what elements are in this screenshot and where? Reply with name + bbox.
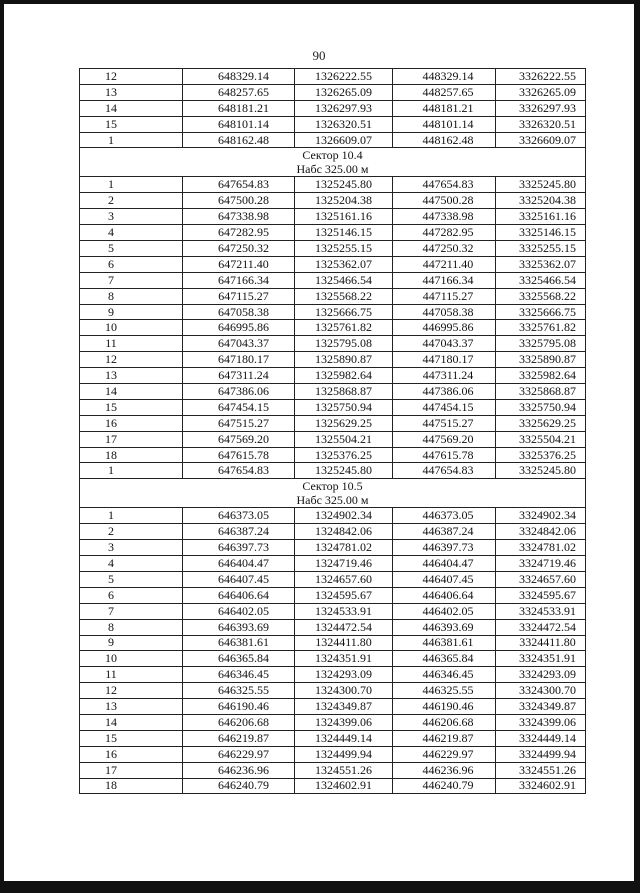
- table-row: [80, 651, 586, 667]
- point-number-cell: 13: [80, 84, 183, 100]
- y-msk-coordinate-cell: 3324499.94: [496, 746, 586, 762]
- y-msk-coordinate-cell: 3324411.80: [496, 635, 586, 651]
- y-coordinate-cell: 1325890.87: [295, 352, 393, 368]
- table-row: [80, 746, 586, 762]
- x-msk-coordinate-cell: 448101.14: [393, 116, 496, 132]
- x-msk-coordinate-cell: 447500.28: [393, 193, 496, 209]
- sector-title: Сектор 10.5: [302, 479, 363, 494]
- y-msk-coordinate-cell: 3324595.67: [496, 587, 586, 603]
- y-coordinate-cell: 1325376.25: [295, 447, 393, 463]
- x-coordinate-cell: 647250.32: [183, 241, 295, 257]
- table-row: [80, 69, 586, 85]
- y-msk-coordinate-cell: 3324349.87: [496, 699, 586, 715]
- y-msk-coordinate-cell: 3326609.07: [496, 132, 586, 148]
- y-coordinate-cell: 1324449.14: [295, 730, 393, 746]
- table-row: [80, 368, 586, 384]
- y-coordinate-cell: 1326297.93: [295, 100, 393, 116]
- x-coordinate-cell: 646325.55: [183, 683, 295, 699]
- y-msk-coordinate-cell: 3325761.82: [496, 320, 586, 336]
- point-number-cell: 5: [80, 571, 183, 587]
- table-row: [80, 540, 586, 556]
- sector-elevation: Набс 325.00 м: [296, 493, 369, 508]
- y-coordinate-cell: 1325761.82: [295, 320, 393, 336]
- table-row: [80, 132, 586, 148]
- point-number-cell: 11: [80, 667, 183, 683]
- y-msk-coordinate-cell: 3324472.54: [496, 619, 586, 635]
- table-row: [80, 556, 586, 572]
- table-row: [80, 177, 586, 193]
- y-coordinate-cell: 1325629.25: [295, 415, 393, 431]
- table-row: [80, 84, 586, 100]
- y-msk-coordinate-cell: 3325629.25: [496, 415, 586, 431]
- y-msk-coordinate-cell: 3324293.09: [496, 667, 586, 683]
- table-row: [80, 241, 586, 257]
- x-msk-coordinate-cell: 446236.96: [393, 762, 496, 778]
- y-msk-coordinate-cell: 3325795.08: [496, 336, 586, 352]
- table-row: [80, 336, 586, 352]
- x-msk-coordinate-cell: 446393.69: [393, 619, 496, 635]
- y-msk-coordinate-cell: 3325666.75: [496, 304, 586, 320]
- point-number-cell: 10: [80, 651, 183, 667]
- y-coordinate-cell: 1324657.60: [295, 571, 393, 587]
- x-coordinate-cell: 646402.05: [183, 603, 295, 619]
- coordinates-table-body: [80, 69, 586, 794]
- table-row: [80, 447, 586, 463]
- point-number-cell: 12: [80, 683, 183, 699]
- x-coordinate-cell: 647211.40: [183, 256, 295, 272]
- y-coordinate-cell: 1324411.80: [295, 635, 393, 651]
- x-coordinate-cell: 648101.14: [183, 116, 295, 132]
- table-row: [80, 762, 586, 778]
- point-number-cell: 17: [80, 431, 183, 447]
- y-msk-coordinate-cell: 3325466.54: [496, 272, 586, 288]
- y-coordinate-cell: 1324293.09: [295, 667, 393, 683]
- table-row: [80, 508, 586, 524]
- x-coordinate-cell: 647311.24: [183, 368, 295, 384]
- point-number-cell: 3: [80, 209, 183, 225]
- y-msk-coordinate-cell: 3324902.34: [496, 508, 586, 524]
- point-number-cell: 12: [80, 69, 183, 85]
- y-coordinate-cell: 1325255.15: [295, 241, 393, 257]
- x-coordinate-cell: 646346.45: [183, 667, 295, 683]
- point-number-cell: 2: [80, 193, 183, 209]
- x-msk-coordinate-cell: 447654.83: [393, 463, 496, 479]
- table-row: [80, 603, 586, 619]
- x-msk-coordinate-cell: 447515.27: [393, 415, 496, 431]
- y-msk-coordinate-cell: 3325750.94: [496, 399, 586, 415]
- y-coordinate-cell: 1326222.55: [295, 69, 393, 85]
- x-msk-coordinate-cell: 447180.17: [393, 352, 496, 368]
- y-coordinate-cell: 1326320.51: [295, 116, 393, 132]
- y-msk-coordinate-cell: 3325890.87: [496, 352, 586, 368]
- point-number-cell: 3: [80, 540, 183, 556]
- x-coordinate-cell: 647569.20: [183, 431, 295, 447]
- x-coordinate-cell: 646381.61: [183, 635, 295, 651]
- x-msk-coordinate-cell: 447311.24: [393, 368, 496, 384]
- y-coordinate-cell: 1324719.46: [295, 556, 393, 572]
- x-msk-coordinate-cell: 447250.32: [393, 241, 496, 257]
- x-msk-coordinate-cell: 448162.48: [393, 132, 496, 148]
- point-number-cell: 10: [80, 320, 183, 336]
- x-coordinate-cell: 647454.15: [183, 399, 295, 415]
- x-msk-coordinate-cell: 446190.46: [393, 699, 496, 715]
- table-row: [80, 116, 586, 132]
- y-coordinate-cell: 1324533.91: [295, 603, 393, 619]
- x-coordinate-cell: 646373.05: [183, 508, 295, 524]
- table-row: [80, 635, 586, 651]
- x-coordinate-cell: 646219.87: [183, 730, 295, 746]
- y-coordinate-cell: 1325362.07: [295, 256, 393, 272]
- point-number-cell: 15: [80, 730, 183, 746]
- y-msk-coordinate-cell: 3324300.70: [496, 683, 586, 699]
- table-row: [80, 714, 586, 730]
- x-coordinate-cell: 647166.34: [183, 272, 295, 288]
- y-msk-coordinate-cell: 3324551.26: [496, 762, 586, 778]
- y-msk-coordinate-cell: 3325568.22: [496, 288, 586, 304]
- x-msk-coordinate-cell: 446402.05: [393, 603, 496, 619]
- x-coordinate-cell: 646387.24: [183, 524, 295, 540]
- y-coordinate-cell: 1324351.91: [295, 651, 393, 667]
- x-msk-coordinate-cell: 448329.14: [393, 69, 496, 85]
- x-msk-coordinate-cell: 446229.97: [393, 746, 496, 762]
- x-msk-coordinate-cell: 446407.45: [393, 571, 496, 587]
- x-msk-coordinate-cell: 446325.55: [393, 683, 496, 699]
- point-number-cell: 1: [80, 177, 183, 193]
- y-coordinate-cell: 1325982.64: [295, 368, 393, 384]
- y-coordinate-cell: 1324902.34: [295, 508, 393, 524]
- y-coordinate-cell: 1324499.94: [295, 746, 393, 762]
- x-coordinate-cell: 648329.14: [183, 69, 295, 85]
- y-coordinate-cell: 1324399.06: [295, 714, 393, 730]
- point-number-cell: 14: [80, 384, 183, 400]
- y-msk-coordinate-cell: 3324781.02: [496, 540, 586, 556]
- y-coordinate-cell: 1325146.15: [295, 225, 393, 241]
- x-coordinate-cell: 648162.48: [183, 132, 295, 148]
- table-row: [80, 256, 586, 272]
- table-row: [80, 384, 586, 400]
- y-coordinate-cell: 1325795.08: [295, 336, 393, 352]
- point-number-cell: 12: [80, 352, 183, 368]
- x-msk-coordinate-cell: 446387.24: [393, 524, 496, 540]
- y-msk-coordinate-cell: 3324657.60: [496, 571, 586, 587]
- x-msk-coordinate-cell: 446995.86: [393, 320, 496, 336]
- point-number-cell: 16: [80, 415, 183, 431]
- x-coordinate-cell: 646240.79: [183, 778, 295, 794]
- x-msk-coordinate-cell: 447338.98: [393, 209, 496, 225]
- point-number-cell: 7: [80, 603, 183, 619]
- point-number-cell: 16: [80, 746, 183, 762]
- point-number-cell: 9: [80, 635, 183, 651]
- y-coordinate-cell: 1324551.26: [295, 762, 393, 778]
- document-page: [4, 4, 634, 881]
- x-coordinate-cell: 647654.83: [183, 463, 295, 479]
- y-msk-coordinate-cell: 3324449.14: [496, 730, 586, 746]
- x-msk-coordinate-cell: 446373.05: [393, 508, 496, 524]
- table-row: [80, 431, 586, 447]
- y-coordinate-cell: 1324472.54: [295, 619, 393, 635]
- table-row: [80, 415, 586, 431]
- x-coordinate-cell: 647500.28: [183, 193, 295, 209]
- y-msk-coordinate-cell: 3326265.09: [496, 84, 586, 100]
- y-msk-coordinate-cell: 3325146.15: [496, 225, 586, 241]
- x-msk-coordinate-cell: 447654.83: [393, 177, 496, 193]
- page-number: 90: [312, 48, 326, 63]
- point-number-cell: 18: [80, 447, 183, 463]
- point-number-cell: 1: [80, 132, 183, 148]
- y-msk-coordinate-cell: 3325204.38: [496, 193, 586, 209]
- table-row: [80, 320, 586, 336]
- x-coordinate-cell: 647043.37: [183, 336, 295, 352]
- y-msk-coordinate-cell: 3324602.91: [496, 778, 586, 794]
- x-coordinate-cell: 647615.78: [183, 447, 295, 463]
- y-msk-coordinate-cell: 3325982.64: [496, 368, 586, 384]
- point-number-cell: 1: [80, 508, 183, 524]
- y-msk-coordinate-cell: 3325868.87: [496, 384, 586, 400]
- x-msk-coordinate-cell: 446219.87: [393, 730, 496, 746]
- table-row: [80, 399, 586, 415]
- y-coordinate-cell: 1325504.21: [295, 431, 393, 447]
- x-coordinate-cell: 646406.64: [183, 587, 295, 603]
- x-msk-coordinate-cell: 446381.61: [393, 635, 496, 651]
- table-row: [80, 463, 586, 479]
- x-msk-coordinate-cell: 446406.64: [393, 587, 496, 603]
- y-msk-coordinate-cell: 3325504.21: [496, 431, 586, 447]
- x-coordinate-cell: 648181.21: [183, 100, 295, 116]
- x-coordinate-cell: 646397.73: [183, 540, 295, 556]
- x-coordinate-cell: 646365.84: [183, 651, 295, 667]
- point-number-cell: 8: [80, 619, 183, 635]
- x-msk-coordinate-cell: 447043.37: [393, 336, 496, 352]
- y-coordinate-cell: 1325568.22: [295, 288, 393, 304]
- y-msk-coordinate-cell: 3325376.25: [496, 447, 586, 463]
- x-coordinate-cell: 646995.86: [183, 320, 295, 336]
- x-msk-coordinate-cell: 447282.95: [393, 225, 496, 241]
- point-number-cell: 13: [80, 368, 183, 384]
- sector-header-cell: [80, 479, 586, 508]
- table-row: [80, 100, 586, 116]
- y-msk-coordinate-cell: 3325161.16: [496, 209, 586, 225]
- table-row: [80, 778, 586, 794]
- x-msk-coordinate-cell: 446206.68: [393, 714, 496, 730]
- point-number-cell: 7: [80, 272, 183, 288]
- point-number-cell: 4: [80, 556, 183, 572]
- y-coordinate-cell: 1324300.70: [295, 683, 393, 699]
- x-coordinate-cell: 647115.27: [183, 288, 295, 304]
- point-number-cell: 6: [80, 256, 183, 272]
- point-number-cell: 9: [80, 304, 183, 320]
- y-coordinate-cell: 1326609.07: [295, 132, 393, 148]
- table-row: [80, 730, 586, 746]
- point-number-cell: 15: [80, 399, 183, 415]
- x-msk-coordinate-cell: 447115.27: [393, 288, 496, 304]
- x-msk-coordinate-cell: 446365.84: [393, 651, 496, 667]
- x-coordinate-cell: 647515.27: [183, 415, 295, 431]
- y-coordinate-cell: 1325466.54: [295, 272, 393, 288]
- point-number-cell: 6: [80, 587, 183, 603]
- y-msk-coordinate-cell: 3324533.91: [496, 603, 586, 619]
- y-msk-coordinate-cell: 3324719.46: [496, 556, 586, 572]
- y-coordinate-cell: 1324595.67: [295, 587, 393, 603]
- x-coordinate-cell: 646190.46: [183, 699, 295, 715]
- sector-header-row: [80, 479, 586, 508]
- y-msk-coordinate-cell: 3324351.91: [496, 651, 586, 667]
- point-number-cell: 14: [80, 100, 183, 116]
- y-coordinate-cell: 1324842.06: [295, 524, 393, 540]
- table-row: [80, 209, 586, 225]
- y-coordinate-cell: 1325245.80: [295, 463, 393, 479]
- x-coordinate-cell: 647386.06: [183, 384, 295, 400]
- table-row: [80, 699, 586, 715]
- point-number-cell: 5: [80, 241, 183, 257]
- sector-elevation: Набс 325.00 м: [296, 162, 369, 177]
- x-coordinate-cell: 646407.45: [183, 571, 295, 587]
- x-coordinate-cell: 647180.17: [183, 352, 295, 368]
- point-number-cell: 11: [80, 336, 183, 352]
- x-coordinate-cell: 647338.98: [183, 209, 295, 225]
- x-coordinate-cell: 647058.38: [183, 304, 295, 320]
- y-msk-coordinate-cell: 3324842.06: [496, 524, 586, 540]
- sector-header-cell: [80, 148, 586, 177]
- point-number-cell: 13: [80, 699, 183, 715]
- point-number-cell: 1: [80, 463, 183, 479]
- x-msk-coordinate-cell: 446346.45: [393, 667, 496, 683]
- y-msk-coordinate-cell: 3326297.93: [496, 100, 586, 116]
- y-coordinate-cell: 1325868.87: [295, 384, 393, 400]
- y-msk-coordinate-cell: 3325362.07: [496, 256, 586, 272]
- y-msk-coordinate-cell: 3326222.55: [496, 69, 586, 85]
- sector-title: Сектор 10.4: [302, 148, 363, 163]
- x-coordinate-cell: 646229.97: [183, 746, 295, 762]
- x-msk-coordinate-cell: 446240.79: [393, 778, 496, 794]
- y-msk-coordinate-cell: 3325245.80: [496, 463, 586, 479]
- table-row: [80, 571, 586, 587]
- x-coordinate-cell: 646236.96: [183, 762, 295, 778]
- y-msk-coordinate-cell: 3326320.51: [496, 116, 586, 132]
- x-msk-coordinate-cell: 447569.20: [393, 431, 496, 447]
- y-coordinate-cell: 1325161.16: [295, 209, 393, 225]
- table-row: [80, 683, 586, 699]
- y-msk-coordinate-cell: 3325255.15: [496, 241, 586, 257]
- x-msk-coordinate-cell: 447211.40: [393, 256, 496, 272]
- y-coordinate-cell: 1324602.91: [295, 778, 393, 794]
- point-number-cell: 8: [80, 288, 183, 304]
- x-coordinate-cell: 646404.47: [183, 556, 295, 572]
- x-coordinate-cell: 646393.69: [183, 619, 295, 635]
- table-row: [80, 667, 586, 683]
- table-row: [80, 288, 586, 304]
- sector-header-row: [80, 148, 586, 177]
- x-msk-coordinate-cell: 446404.47: [393, 556, 496, 572]
- point-number-cell: 15: [80, 116, 183, 132]
- x-coordinate-cell: 647282.95: [183, 225, 295, 241]
- point-number-cell: 14: [80, 714, 183, 730]
- x-msk-coordinate-cell: 446397.73: [393, 540, 496, 556]
- table-row: [80, 272, 586, 288]
- y-coordinate-cell: 1325204.38: [295, 193, 393, 209]
- table-row: [80, 587, 586, 603]
- table-row: [80, 524, 586, 540]
- y-coordinate-cell: 1324349.87: [295, 699, 393, 715]
- point-number-cell: 4: [80, 225, 183, 241]
- x-msk-coordinate-cell: 448257.65: [393, 84, 496, 100]
- table-row: [80, 619, 586, 635]
- point-number-cell: 2: [80, 524, 183, 540]
- x-coordinate-cell: 647654.83: [183, 177, 295, 193]
- y-coordinate-cell: 1325245.80: [295, 177, 393, 193]
- x-coordinate-cell: 648257.65: [183, 84, 295, 100]
- y-msk-coordinate-cell: 3325245.80: [496, 177, 586, 193]
- coordinates-table: [79, 68, 586, 794]
- x-msk-coordinate-cell: 447386.06: [393, 384, 496, 400]
- x-msk-coordinate-cell: 447058.38: [393, 304, 496, 320]
- table-row: [80, 225, 586, 241]
- point-number-cell: 17: [80, 762, 183, 778]
- table-row: [80, 352, 586, 368]
- point-number-cell: 18: [80, 778, 183, 794]
- x-msk-coordinate-cell: 447615.78: [393, 447, 496, 463]
- y-coordinate-cell: 1324781.02: [295, 540, 393, 556]
- y-coordinate-cell: 1326265.09: [295, 84, 393, 100]
- x-msk-coordinate-cell: 448181.21: [393, 100, 496, 116]
- table-row: [80, 193, 586, 209]
- x-msk-coordinate-cell: 447166.34: [393, 272, 496, 288]
- y-coordinate-cell: 1325750.94: [295, 399, 393, 415]
- y-coordinate-cell: 1325666.75: [295, 304, 393, 320]
- x-coordinate-cell: 646206.68: [183, 714, 295, 730]
- y-msk-coordinate-cell: 3324399.06: [496, 714, 586, 730]
- table-row: [80, 304, 586, 320]
- x-msk-coordinate-cell: 447454.15: [393, 399, 496, 415]
